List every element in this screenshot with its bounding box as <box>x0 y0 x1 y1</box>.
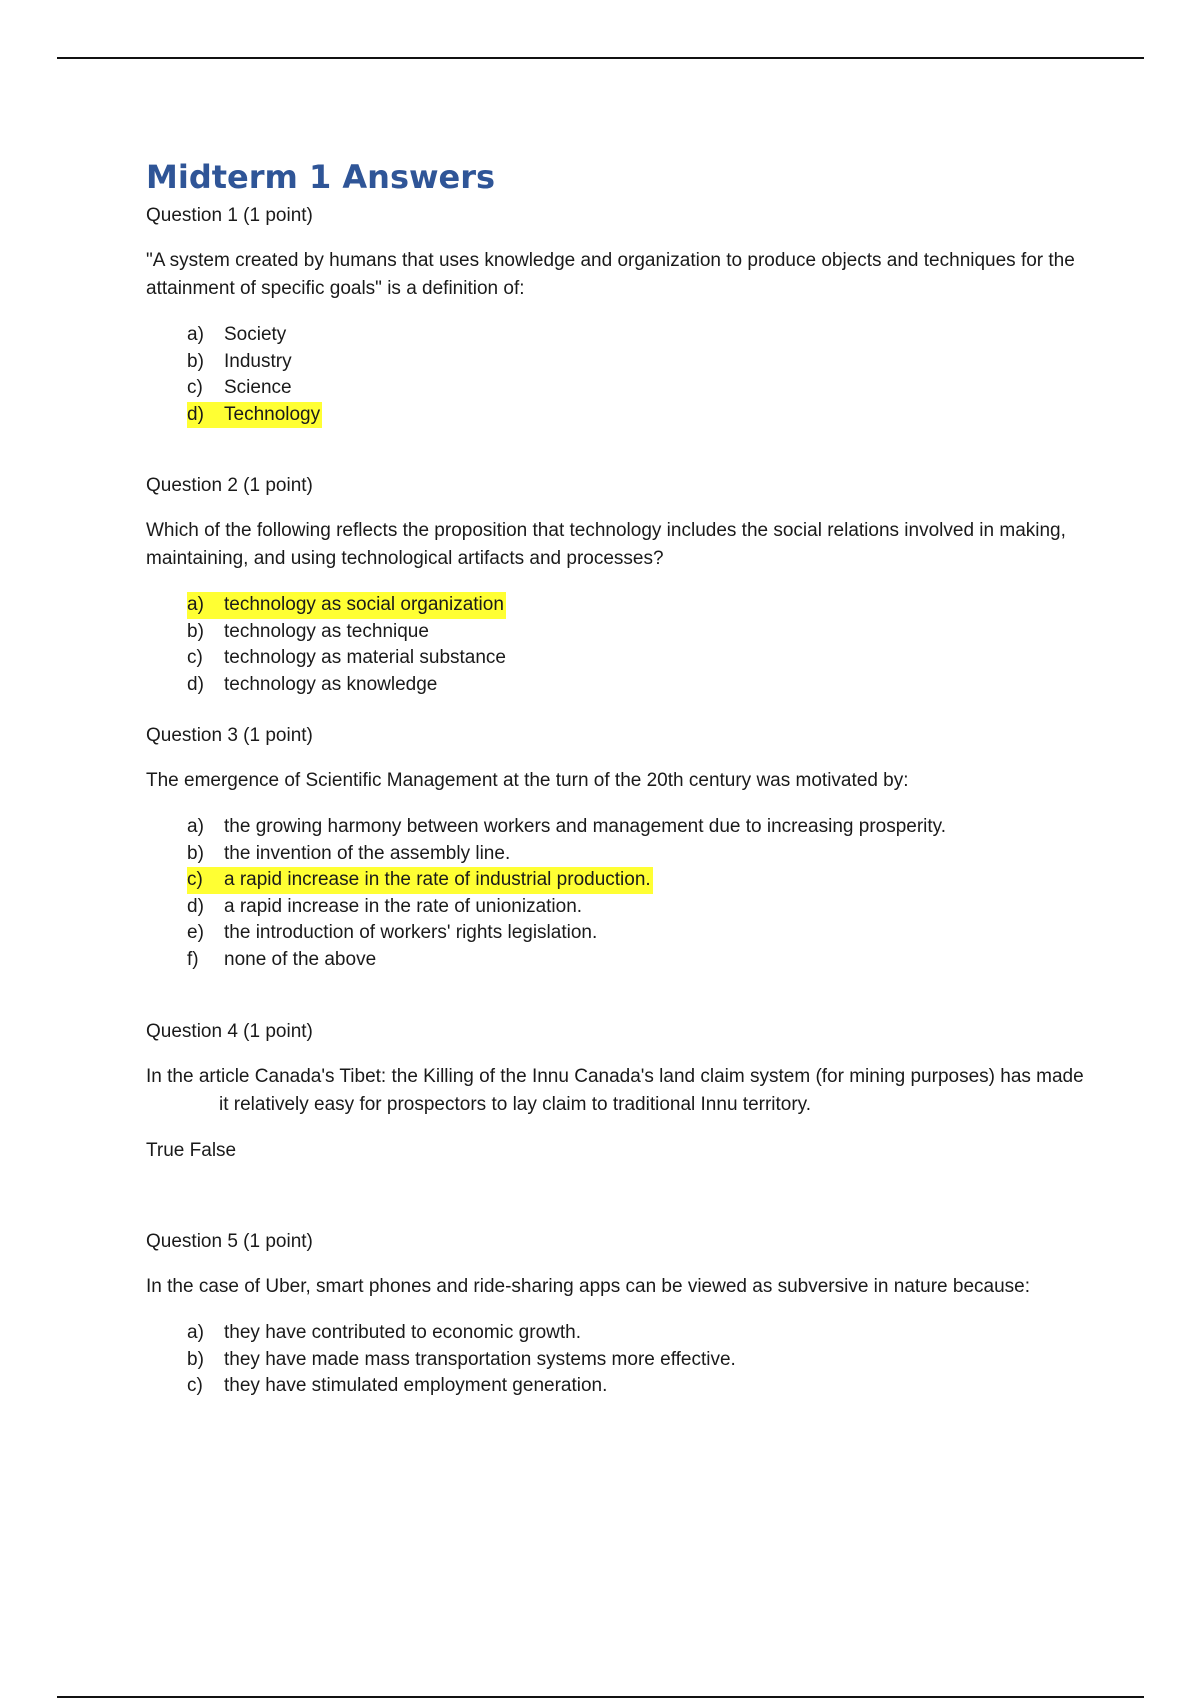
option-text: Industry <box>224 350 292 372</box>
option-letter: d) <box>187 403 204 425</box>
true-false-choices: True False <box>146 1140 237 1162</box>
option-a-highlighted-answer <box>146 592 1096 619</box>
option-letter: c) <box>187 1375 203 1397</box>
option-b <box>146 619 1096 646</box>
option-a <box>146 322 1096 349</box>
option-text: a rapid increase in the rate of unionization. <box>224 895 583 917</box>
question-header: Question 5 (1 point) <box>146 1231 313 1253</box>
option-text: technology as social organization <box>224 594 504 616</box>
option-text: they have contributed to economic growth. <box>224 1322 581 1344</box>
question-text: In the case of Uber, smart phones and ride-sharing apps can be viewed as subversive in nature because: <box>146 1276 1031 1298</box>
option-text: the invention of the assembly line. <box>224 842 511 864</box>
option-letter: b) <box>187 1348 204 1370</box>
option-a <box>146 1320 1096 1347</box>
option-letter: c) <box>187 869 203 891</box>
option-d <box>146 672 1096 699</box>
question-text: In the article Canada's Tibet: the Killing of the Innu Canada's land claim system (for mining purposes) has made it relatively easy for prospectors to lay claim to traditional Innu territory. <box>146 1066 1084 1116</box>
option-text: Science <box>224 377 292 399</box>
option-a <box>146 814 1096 841</box>
page-title: Midterm 1 Answers <box>146 158 496 196</box>
option-f <box>146 947 1096 974</box>
option-d-highlighted-answer <box>146 402 1096 429</box>
option-b <box>146 841 1096 868</box>
document-body <box>146 160 1096 1400</box>
option-letter: d) <box>187 673 204 695</box>
option-text: they have stimulated employment generation. <box>224 1375 608 1397</box>
option-text: technology as knowledge <box>224 673 438 695</box>
question-5 <box>146 1228 1096 1400</box>
top-rule <box>57 57 1144 59</box>
question-2 <box>146 472 1096 698</box>
question-text: The emergence of Scientific Management at the turn of the 20th century was motivated by: <box>146 770 909 792</box>
question-1 <box>146 202 1096 428</box>
option-text: Technology <box>224 403 321 425</box>
option-text: a rapid increase in the rate of industrial production. <box>224 869 651 891</box>
option-letter: a) <box>187 1322 204 1344</box>
option-letter: b) <box>187 842 204 864</box>
answer-options <box>146 814 1096 973</box>
option-e <box>146 920 1096 947</box>
question-header: Question 3 (1 point) <box>146 725 313 747</box>
option-text: technology as technique <box>224 620 429 642</box>
option-letter: a) <box>187 816 204 838</box>
option-b <box>146 1347 1096 1374</box>
option-letter: d) <box>187 895 204 917</box>
question-header: Question 4 (1 point) <box>146 1021 313 1043</box>
option-letter: e) <box>187 922 204 944</box>
option-letter: b) <box>187 350 204 372</box>
option-d <box>146 894 1096 921</box>
answer-options <box>146 322 1096 428</box>
option-c-highlighted-answer <box>146 867 1096 894</box>
option-text: the growing harmony between workers and management due to increasing prosperity. <box>224 816 947 838</box>
question-4 <box>146 1018 1096 1164</box>
option-letter: f) <box>187 948 199 970</box>
option-c <box>146 645 1096 672</box>
answer-options <box>146 1320 1096 1400</box>
question-header: Question 1 (1 point) <box>146 205 313 227</box>
question-text: Which of the following reflects the proposition that technology includes the social relations involved in making, maintaining, and using technological artifacts and processes? <box>146 520 1066 570</box>
option-letter: a) <box>187 594 204 616</box>
option-text: Society <box>224 324 287 346</box>
option-text: the introduction of workers' rights legislation. <box>224 922 598 944</box>
option-text: none of the above <box>224 948 377 970</box>
option-text: technology as material substance <box>224 647 506 669</box>
option-c <box>146 1373 1096 1400</box>
option-b <box>146 349 1096 376</box>
option-letter: c) <box>187 647 203 669</box>
question-3 <box>146 722 1096 973</box>
option-text: they have made mass transportation systems more effective. <box>224 1348 736 1370</box>
bottom-rule <box>57 1696 1144 1698</box>
answer-options <box>146 592 1096 698</box>
question-header: Question 2 (1 point) <box>146 475 313 497</box>
option-letter: b) <box>187 620 204 642</box>
question-text: "A system created by humans that uses knowledge and organization to produce objects and techniques for the attainment of specific goals" is a definition of: <box>146 250 1075 300</box>
option-letter: a) <box>187 324 204 346</box>
option-letter: c) <box>187 377 203 399</box>
option-c <box>146 375 1096 402</box>
